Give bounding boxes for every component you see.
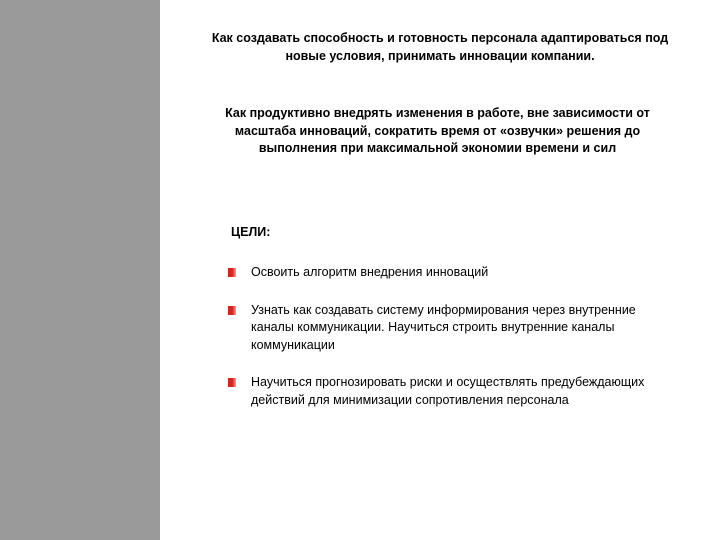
goals-title: ЦЕЛИ: xyxy=(231,225,271,239)
goal-item xyxy=(228,264,668,282)
left-side-panel xyxy=(0,0,160,540)
goal-item xyxy=(228,374,668,409)
red-square-bullet-icon xyxy=(228,378,236,387)
heading-implementation: Как продуктивно внедрять изменения в работе, вне зависимости от масштаба инноваций, сократить время от «озвучки» решения до выполнения при максимальной экономии времени и сил xyxy=(225,106,650,155)
goal-text: Научиться прогнозировать риски и осуществлять предубеждающих действий для минимизации сопротивления персонала xyxy=(251,375,645,407)
goal-item xyxy=(228,302,668,355)
red-square-bullet-icon xyxy=(228,306,236,315)
goal-text: Узнать как создавать систему информирования через внутренние каналы коммуникации. Научиться строить внутренние каналы коммуникации xyxy=(251,302,636,352)
goal-text: Освоить алгоритм внедрения инноваций xyxy=(251,265,489,279)
heading-adaptation: Как создавать способность и готовность персонала адаптироваться под новые условия, принимать инновации компании. xyxy=(211,31,669,63)
red-square-bullet-icon xyxy=(228,268,236,277)
goals-list xyxy=(228,264,668,409)
